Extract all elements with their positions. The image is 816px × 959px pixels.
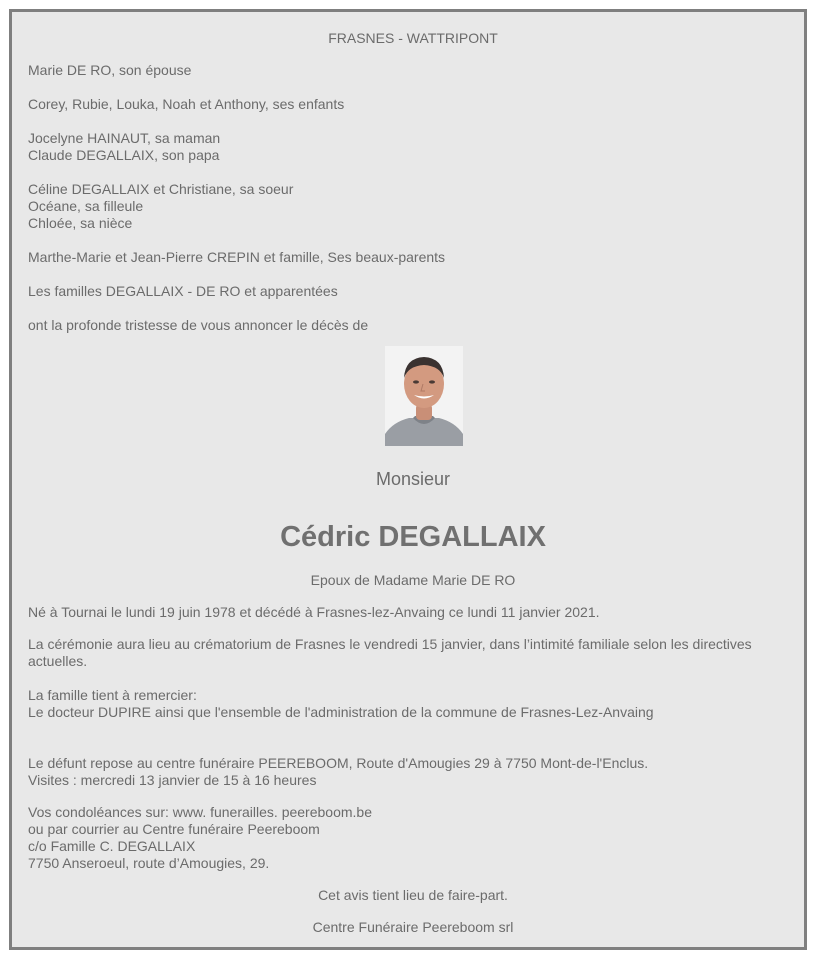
family-mother: Jocelyne HAINAUT, sa maman xyxy=(28,130,221,146)
family-in-laws: Marthe-Marie et Jean-Pierre CREPIN et famille, Ses beaux-parents xyxy=(28,249,446,265)
thanks-text: Le docteur DUPIRE ainsi que l'ensemble de l'administration de la commune de Frasnes-Lez-Anvaing xyxy=(28,704,654,720)
announcement-text: ont la profonde tristesse de vous annoncer le décès de xyxy=(28,317,369,333)
birth-death-text: Né à Tournai le lundi 19 juin 1978 et décédé à Frasnes-lez-Anvaing ce lundi 11 janvier 2021. xyxy=(28,604,600,620)
deceased-portrait xyxy=(385,346,463,446)
mail-address: 7750 Anseroeul, route d’Amougies, 29. xyxy=(28,855,270,871)
deceased-name: Cédric DEGALLAIX xyxy=(280,521,546,553)
visits-text: Visites : mercredi 13 janvier de 15 à 16 heures xyxy=(28,772,317,788)
family-children: Corey, Rubie, Louka, Noah et Anthony, ses enfants xyxy=(28,96,345,112)
location-header: FRASNES - WATTRIPONT xyxy=(328,30,498,46)
ceremony-text: La cérémonie aura lieu au crématorium de Frasnes le vendredi 15 janvier, dans l’intimité familiale selon les directives actuelles. xyxy=(28,636,752,669)
deceased-spouse-line: Epoux de Madame Marie DE RO xyxy=(310,572,516,588)
obituary-notice xyxy=(9,9,807,950)
family-father: Claude DEGALLAIX, son papa xyxy=(28,147,220,163)
condolences-web: Vos condoléances sur: www. funerailles. peereboom.be xyxy=(28,804,372,820)
mail-care-of: c/o Famille C. DEGALLAIX xyxy=(28,838,196,854)
notice-footer: Cet avis tient lieu de faire-part. xyxy=(318,887,508,903)
family-extended: Les familles DEGALLAIX - DE RO et apparentées xyxy=(28,283,338,299)
funeral-company: Centre Funéraire Peereboom srl xyxy=(312,919,514,935)
family-goddaughter: Océane, sa filleule xyxy=(28,198,144,214)
rest-place-text: Le défunt repose au centre funéraire PEEREBOOM, Route d'Amougies 29 à 7750 Mont-de-l'Enclus. xyxy=(28,755,649,771)
thanks-intro: La famille tient à remercier: xyxy=(28,687,197,703)
family-sister: Céline DEGALLAIX et Christiane, sa soeur xyxy=(28,181,294,197)
portrait-image xyxy=(385,346,463,446)
family-niece: Chloée, sa nièce xyxy=(28,215,133,231)
family-spouse: Marie DE RO, son épouse xyxy=(28,62,192,78)
deceased-title: Monsieur xyxy=(375,469,451,489)
condolences-mail: ou par courrier au Centre funéraire Peereboom xyxy=(28,821,320,837)
